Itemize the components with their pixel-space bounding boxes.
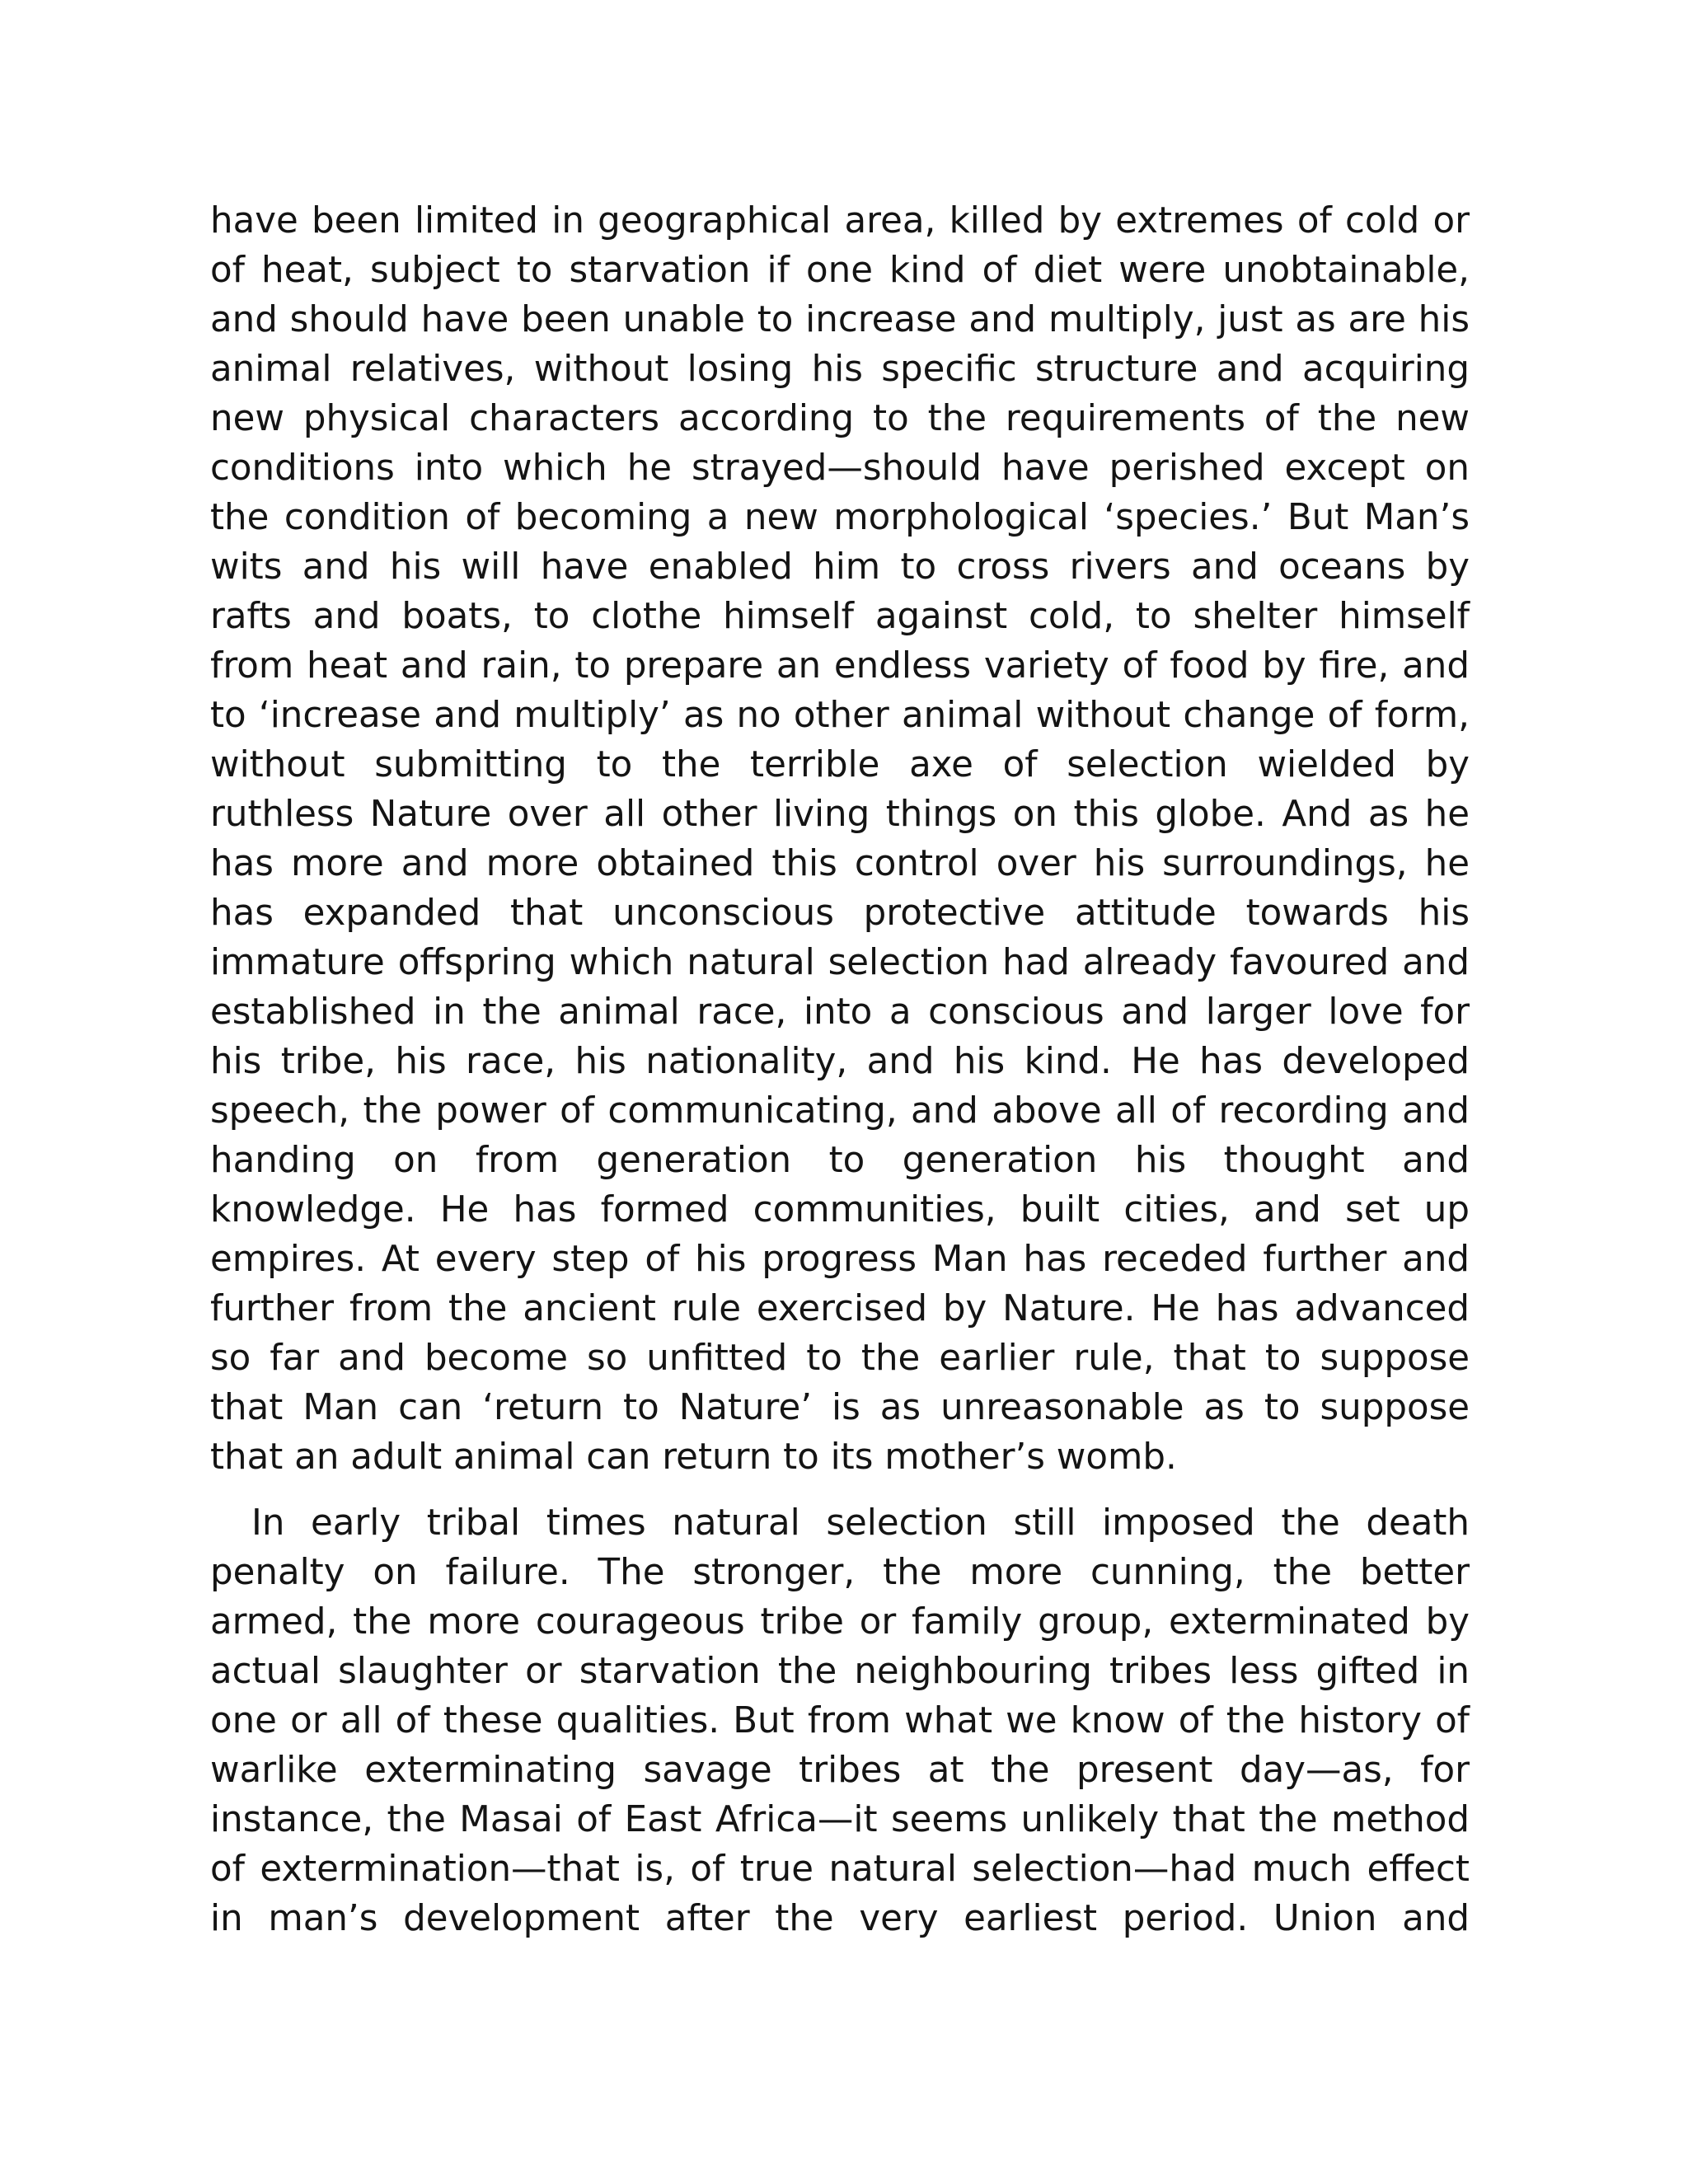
text-line: in man’s development after the very earliest period. Union and [210, 1898, 1470, 1939]
text-line: new physical characters according to the requirements of the new [210, 398, 1470, 439]
text-line: have been limited in geographical area, killed by extremes of cold or [210, 200, 1470, 241]
text-line: warlike exterminating savage tribes at the present day—as, for [210, 1750, 1470, 1791]
text-line: rafts and boats, to clothe himself against cold, to shelter himself [210, 596, 1470, 637]
text-line: of extermination—that is, of true natural selection—had much effect [210, 1849, 1470, 1890]
text-line: to ‘increase and multiply’ as no other animal without change of form, [210, 695, 1470, 736]
paragraph-1 [210, 196, 1470, 1482]
text-line: knowledge. He has formed communities, built cities, and set up [210, 1189, 1470, 1230]
text-line: established in the animal race, into a conscious and larger love for [210, 991, 1470, 1033]
text-line: animal relatives, without losing his specific structure and acquiring [210, 349, 1470, 390]
text-line: so far and become so unfitted to the earlier rule, that to suppose [210, 1338, 1470, 1379]
page-text [210, 196, 1470, 1943]
text-line: In early tribal times natural selection still imposed the death [251, 1502, 1470, 1544]
text-line: penalty on failure. The stronger, the more cunning, the better [210, 1552, 1470, 1593]
text-line: his tribe, his race, his nationality, and his kind. He has developed [210, 1041, 1470, 1082]
text-line: has more and more obtained this control over his surroundings, he [210, 843, 1470, 884]
text-line: one or all of these qualities. But from what we know of the history of [210, 1700, 1470, 1741]
text-line: armed, the more courageous tribe or family group, exterminated by [210, 1601, 1470, 1643]
text-line: actual slaughter or starvation the neighbouring tribes less gifted in [210, 1651, 1470, 1692]
text-line: has expanded that unconscious protective attitude towards his [210, 893, 1470, 934]
text-line: speech, the power of communicating, and above all of recording and [210, 1090, 1470, 1132]
text-line: empires. At every step of his progress Man has receded further and [210, 1239, 1470, 1280]
text-line: and should have been unable to increase and multiply, just as are his [210, 299, 1470, 340]
text-line: the condition of becoming a new morphological ‘species.’ But Man’s [210, 497, 1470, 538]
paragraph-2 [210, 1498, 1470, 1943]
text-line: handing on from generation to generation his thought and [210, 1140, 1470, 1181]
text-line: from heat and rain, to prepare an endless variety of food by fire, and [210, 645, 1470, 687]
text-line: instance, the Masai of East Africa—it seems unlikely that the method [210, 1799, 1470, 1840]
text-line-last: that an adult animal can return to its mother’s womb. [210, 1436, 1177, 1478]
text-line: without submitting to the terrible axe of selection wielded by [210, 744, 1470, 785]
text-line: of heat, subject to starvation if one kind of diet were unobtainable, [210, 250, 1470, 291]
text-line: conditions into which he strayed—should have perished except on [210, 448, 1470, 489]
text-line: wits and his will have enabled him to cross rivers and oceans by [210, 546, 1470, 588]
text-line: that Man can ‘return to Nature’ is as unreasonable as to suppose [210, 1387, 1470, 1428]
text-line: immature offspring which natural selection had already favoured and [210, 942, 1470, 983]
text-line: ruthless Nature over all other living things on this globe. And as he [210, 794, 1470, 835]
text-line: further from the ancient rule exercised by Nature. He has advanced [210, 1288, 1470, 1329]
